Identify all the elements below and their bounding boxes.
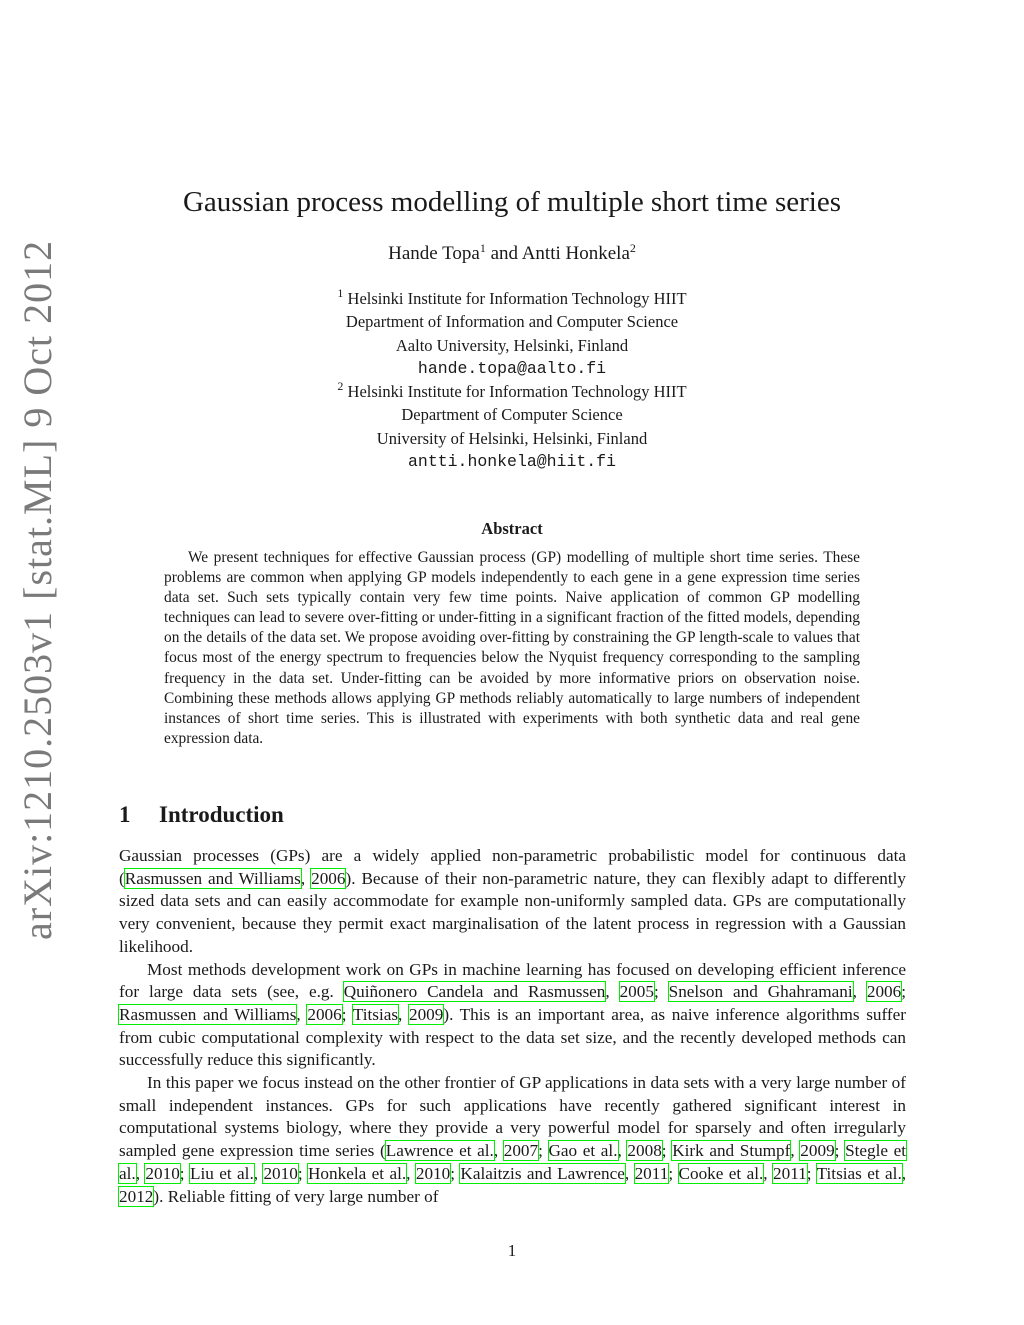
affiliation-line: Department of Information and Computer Science — [345, 312, 679, 332]
author-email-link[interactable]: hande.topa@aalto.fi — [417, 358, 607, 378]
paragraph-text: ). Because of their non-parametric nature, they can flexibly adapt to differently sized data sets and can easily accommodate for example non-uniformly sampled data. GPs are computationally very convenient, because they permit exact marginalisation of the latent process in regression with a Gaussian likelihood. — [119, 868, 907, 956]
affiliations-block — [0, 287, 1024, 473]
citation-link[interactable]: Liu et al. — [189, 1163, 254, 1183]
paragraph-text: ; — [341, 1004, 353, 1024]
citation-link[interactable]: 2009 — [408, 1004, 444, 1024]
citation-link[interactable]: Stegle et al. — [119, 1141, 907, 1183]
affiliation-text: Helsinki Institute for Information Technology HIIT — [347, 289, 687, 308]
affiliation-text: Helsinki Institute for Information Technology HIIT — [347, 382, 687, 402]
paragraph-text: , — [406, 1163, 416, 1183]
arxiv-identifier-stamp: arXiv:1210.2503v1 [stat.ML] 9 Oct 2012 — [15, 239, 60, 940]
citation-link[interactable]: Kalaitzis and Lawrence — [460, 1163, 625, 1183]
author-list — [0, 240, 1024, 268]
citation-link[interactable]: Gao et al. — [548, 1141, 618, 1161]
citation-link[interactable]: Titsias — [352, 1004, 399, 1024]
section-number: 1 — [119, 802, 131, 827]
paragraph-text: Gaussian processes (GPs) are a widely applied non-parametric probabilistic model for continuous data ( — [119, 846, 906, 888]
author-name: Hande Topa — [388, 243, 480, 264]
paragraph-text: ; — [901, 982, 906, 1002]
paragraph-text: ; — [806, 1163, 817, 1183]
citation-link[interactable]: 2008 — [627, 1141, 662, 1161]
citation-link[interactable]: 2012 — [119, 1186, 154, 1206]
paragraph — [119, 845, 906, 959]
paragraph-text: , — [624, 1163, 635, 1183]
citation-link[interactable]: 2006 — [866, 982, 902, 1002]
abstract-text: We present techniques for effective Gaussian process (GP) modelling of multiple short time series. These problems are common when applying GP models independently to each gene in a gene expression time series data set. Such sets typically contain very few time points. Naive application of common GP modelling techniques can lead to severe over-fitting or under-fitting in a significant fraction of the fitted models, depending on the details of the data set. We propose avoiding over-fitting by constraining the GP length-scale to values that focus most of the energy spectrum to frequencies below the Nyquist frequency corresponding to the sampling frequency in the data set. Under-fitting can be avoided by more informative priors on observation noise. Combining these methods allows applying GP methods reliably automatically to large numbers of independent instances of short time series. This is illustrated with experiments with both synthetic data and real gene expression data. — [164, 549, 860, 747]
citation-link[interactable]: Quiñonero Candela and Rasmussen — [343, 982, 606, 1002]
page-number: 1 — [507, 1241, 517, 1260]
paragraph-text: ; — [668, 1163, 679, 1183]
affiliation-mark: 1 — [337, 286, 344, 300]
citation-link[interactable]: 2006 — [307, 1004, 342, 1024]
citation-link[interactable]: 2010 — [415, 1163, 451, 1183]
author-email-link[interactable]: antti.honkela@hiit.fi — [408, 452, 616, 472]
author-separator: and — [490, 243, 518, 264]
paragraph-text: , — [300, 868, 312, 888]
citation-link[interactable]: Lawrence et al. — [385, 1141, 494, 1161]
citation-link[interactable]: Snelson and Ghahramani — [668, 982, 853, 1002]
paragraph-text: Most methods development work on GPs in machine learning has focused on developing efficient inference for large data sets (see, e.g. — [119, 959, 906, 1002]
paragraph-text: In this paper we focus instead on the other frontier of GP applications in data sets with a very large number of small independent instances. GPs for such applications have recently gathered significant interest in computational systems biology, where they provide a very powerful model for sparsely and often irregularly sampled gene expression time series ( — [119, 1073, 906, 1161]
paragraph-text: ). Reliable fitting of very large number of — [153, 1186, 439, 1206]
citation-link[interactable]: 2009 — [800, 1141, 835, 1161]
paragraph-text: ; — [450, 1163, 461, 1183]
citation-link[interactable]: Kirk and Stumpf — [672, 1141, 791, 1161]
paragraph-text: , — [605, 982, 620, 1002]
citation-link[interactable]: 2010 — [263, 1163, 298, 1183]
paper-title: Gaussian process modelling of multiple short time series — [182, 186, 842, 218]
citation-link[interactable]: 2010 — [145, 1163, 180, 1183]
paragraph-text: ; — [297, 1163, 309, 1183]
citation-link[interactable]: 2005 — [619, 982, 654, 1002]
paragraph — [119, 959, 906, 1073]
author-name: Antti Honkela — [521, 243, 630, 264]
affiliation-line: Aalto University, Helsinki, Finland — [395, 335, 629, 355]
affiliation-line: University of Helsinki, Helsinki, Finland — [376, 428, 648, 448]
affiliation-line: Department of Computer Science — [401, 405, 623, 425]
citation-link[interactable]: 2007 — [503, 1141, 539, 1161]
citation-link[interactable]: 2011 — [634, 1163, 669, 1183]
paragraph-text: ; — [538, 1141, 549, 1161]
section-title: Introduction — [159, 802, 284, 827]
paragraph-text: , — [398, 1004, 409, 1024]
affiliation-line — [0, 380, 1024, 403]
paragraph-text: ; — [653, 982, 669, 1002]
paragraph-text: ; — [179, 1163, 190, 1183]
paragraph — [119, 1072, 906, 1208]
paragraph-text: , — [901, 1163, 907, 1183]
paragraph-text: , — [763, 1163, 773, 1183]
introduction-body — [119, 845, 906, 1208]
paragraph-text: , — [852, 982, 867, 1002]
paragraph-text: ; — [661, 1141, 673, 1161]
affiliation-line — [0, 287, 1024, 310]
affiliation-mark: 1 — [479, 241, 486, 255]
citation-link[interactable]: Rasmussen and Williams — [119, 1004, 297, 1024]
paragraph-text: , — [790, 1141, 801, 1161]
paragraph-text: , — [296, 1004, 308, 1024]
paragraph-text: , — [135, 1163, 146, 1183]
citation-link[interactable]: Cooke et al. — [678, 1163, 764, 1183]
affiliation-mark: 2 — [337, 379, 344, 394]
paragraph-text: , — [253, 1163, 264, 1183]
paragraph-text: ). This is an important area, as naive inference algorithms suffer from cubic computational complexity with respect to the data set size, and the recently developed methods can successfully reduce this significantly. — [119, 1004, 907, 1070]
citation-link[interactable]: Honkela et al. — [308, 1163, 407, 1183]
citation-link[interactable]: 2011 — [773, 1163, 807, 1183]
citation-link[interactable]: 2006 — [311, 868, 346, 888]
section-heading — [119, 800, 284, 830]
abstract-heading: Abstract — [481, 519, 543, 538]
paragraph-text: , — [493, 1141, 504, 1161]
citation-link[interactable]: Rasmussen and Williams — [124, 868, 301, 888]
citation-link[interactable]: Titsias et al. — [816, 1163, 902, 1183]
affiliation-mark: 2 — [629, 241, 636, 255]
paragraph-text: , — [617, 1141, 628, 1161]
paragraph-text: ; — [834, 1141, 846, 1161]
